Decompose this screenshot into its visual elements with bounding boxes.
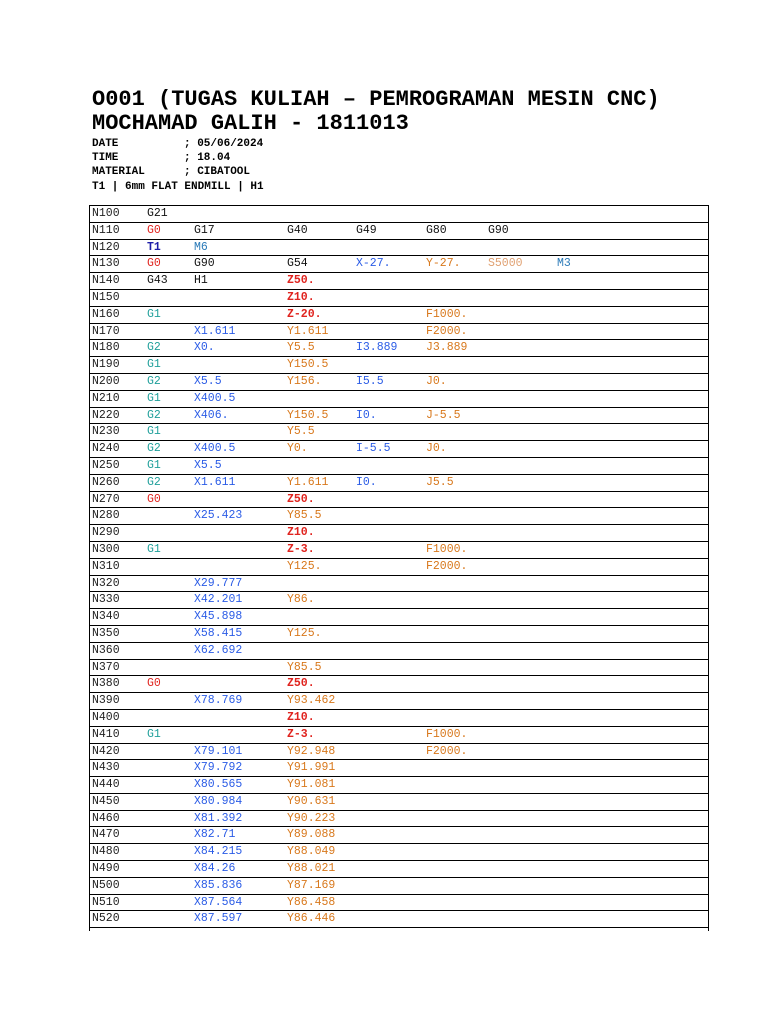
line-number: N510: [92, 895, 120, 909]
gcode-row: [90, 844, 708, 861]
line-number: N210: [92, 391, 120, 405]
gcode-word: G1: [147, 458, 161, 472]
gcode-word: X-27.: [356, 257, 391, 271]
line-number: N400: [92, 710, 120, 724]
gcode-word: G2: [147, 408, 161, 422]
gcode-word: Z10.: [287, 526, 315, 540]
gcode-word: Y88.049: [287, 845, 336, 859]
gcode-row: [90, 592, 708, 609]
line-number: N110: [92, 223, 120, 237]
gcode-word: Z-3.: [287, 542, 315, 556]
gcode-word: G0: [147, 257, 161, 271]
line-number: N410: [92, 727, 120, 741]
gcode-word: S5000: [488, 257, 523, 271]
gcode-row: [90, 525, 708, 542]
gcode-word: X84.26: [194, 862, 236, 876]
gcode-word: Y5.5: [287, 425, 315, 439]
gcode-word: Y90.223: [287, 811, 336, 825]
line-number: N450: [92, 794, 120, 808]
gcode-word: J3.889: [426, 341, 468, 355]
gcode-word: Y125.: [287, 559, 322, 573]
gcode-word: F1000.: [426, 542, 468, 556]
gcode-row: [90, 693, 708, 710]
gcode-word: G2: [147, 442, 161, 456]
gcode-row: [90, 324, 708, 341]
gcode-row: [90, 307, 708, 324]
gcode-row: [90, 895, 708, 912]
gcode-word: Y85.5: [287, 660, 322, 674]
gcode-word: Y92.948: [287, 744, 336, 758]
gcode-word: G90: [488, 223, 509, 237]
gcode-row: [90, 340, 708, 357]
gcode-row: [90, 441, 708, 458]
line-number: N330: [92, 593, 120, 607]
line-number: N340: [92, 610, 120, 624]
gcode-word: X80.565: [194, 778, 243, 792]
gcode-word: X5.5: [194, 374, 222, 388]
gcode-word: G2: [147, 475, 161, 489]
line-number: N370: [92, 660, 120, 674]
gcode-word: H1: [194, 274, 208, 288]
gcode-word: Z-3.: [287, 727, 315, 741]
line-number: N280: [92, 509, 120, 523]
gcode-word: G43: [147, 274, 168, 288]
meta-key: DATE: [92, 138, 119, 150]
gcode-word: X79.792: [194, 761, 243, 775]
gcode-word: G1: [147, 391, 161, 405]
line-number: N440: [92, 778, 120, 792]
gcode-word: I-5.5: [356, 442, 391, 456]
line-number: N380: [92, 677, 120, 691]
gcode-word: G90: [194, 257, 215, 271]
line-number: N320: [92, 576, 120, 590]
gcode-row: [90, 475, 708, 492]
meta-time: [92, 151, 264, 165]
gcode-word: X45.898: [194, 610, 243, 624]
gcode-word: F2000.: [426, 744, 468, 758]
gcode-word: G49: [356, 223, 377, 237]
gcode-row: [90, 357, 708, 374]
gcode-row: [90, 643, 708, 660]
gcode-word: X406.: [194, 408, 229, 422]
gcode-word: G54: [287, 257, 308, 271]
meta-key: TIME: [92, 152, 119, 165]
gcode-word: Y156.: [287, 374, 322, 388]
gcode-row: [90, 626, 708, 643]
gcode-word: X1.611: [194, 324, 236, 338]
line-number: N190: [92, 358, 120, 372]
gcode-word: G0: [147, 223, 161, 237]
gcode-word: F2000.: [426, 324, 468, 338]
gcode-word: Y150.5: [287, 408, 329, 422]
gcode-row: [90, 609, 708, 626]
line-number: N160: [92, 307, 120, 321]
line-number: N120: [92, 240, 120, 254]
gcode-word: I0.: [356, 475, 377, 489]
gcode-row: [90, 794, 708, 811]
gcode-word: J5.5: [426, 475, 454, 489]
gcode-word: X87.564: [194, 895, 243, 909]
line-number: N230: [92, 425, 120, 439]
gcode-word: F1000.: [426, 727, 468, 741]
line-number: N420: [92, 744, 120, 758]
gcode-word: G40: [287, 223, 308, 237]
line-number: N500: [92, 878, 120, 892]
line-number: N480: [92, 845, 120, 859]
gcode-word: Y91.991: [287, 761, 336, 775]
gcode-row: [90, 777, 708, 794]
gcode-word: X84.215: [194, 845, 243, 859]
gcode-word: X80.984: [194, 794, 243, 808]
program-meta: [92, 137, 264, 194]
line-number: N130: [92, 257, 120, 271]
gcode-word: X42.201: [194, 593, 243, 607]
gcode-row: [90, 240, 708, 257]
line-number: N300: [92, 542, 120, 556]
gcode-word: J0.: [426, 374, 447, 388]
gcode-word: Y1.611: [287, 324, 329, 338]
line-number: N390: [92, 694, 120, 708]
line-number: N350: [92, 626, 120, 640]
gcode-word: T1: [147, 240, 161, 254]
gcode-word: Y87.169: [287, 878, 336, 892]
gcode-word: Z-20.: [287, 307, 322, 321]
gcode-row: [90, 273, 708, 290]
line-number: N430: [92, 761, 120, 775]
gcode-word: X82.71: [194, 828, 236, 842]
gcode-row: [90, 861, 708, 878]
gcode-word: X5.5: [194, 458, 222, 472]
gcode-row: [90, 911, 708, 928]
program-title: O001 (TUGAS KULIAH – PEMROGRAMAN MESIN CNC): [92, 87, 660, 112]
gcode-word: Z50.: [287, 274, 315, 288]
gcode-word: Y-27.: [426, 257, 461, 271]
gcode-row: [90, 727, 708, 744]
line-number: N520: [92, 912, 120, 926]
gcode-word: Y93.462: [287, 694, 336, 708]
gcode-word: X78.769: [194, 694, 243, 708]
gcode-word: Y86.458: [287, 895, 336, 909]
gcode-word: X1.611: [194, 475, 236, 489]
line-number: N150: [92, 290, 120, 304]
meta-value: ; 05/06/2024: [184, 138, 264, 150]
gcode-word: Y125.: [287, 626, 322, 640]
gcode-word: G80: [426, 223, 447, 237]
gcode-row: [90, 542, 708, 559]
gcode-word: Z50.: [287, 492, 315, 506]
line-number: N260: [92, 475, 120, 489]
gcode-word: F1000.: [426, 307, 468, 321]
gcode-word: Y90.631: [287, 794, 336, 808]
gcode-word: M3: [557, 257, 571, 271]
gcode-row: [90, 660, 708, 677]
gcode-word: I3.889: [356, 341, 398, 355]
line-number: N360: [92, 643, 120, 657]
gcode-row: [90, 424, 708, 441]
gcode-word: I5.5: [356, 374, 384, 388]
gcode-word: Y5.5: [287, 341, 315, 355]
gcode-word: X400.5: [194, 442, 236, 456]
meta-value: ; CIBATOOL: [184, 166, 251, 179]
gcode-row: [90, 811, 708, 828]
gcode-word: G1: [147, 727, 161, 741]
gcode-row: [90, 760, 708, 777]
gcode-word: J-5.5: [426, 408, 461, 422]
line-number: N460: [92, 811, 120, 825]
meta-date: [92, 137, 264, 151]
line-number: N170: [92, 324, 120, 338]
gcode-word: G2: [147, 341, 161, 355]
line-number: N100: [92, 207, 120, 220]
tool-line: T1 | 6mm FLAT ENDMILL | H1: [92, 180, 264, 193]
gcode-word: X85.836: [194, 878, 243, 892]
gcode-row: [90, 508, 708, 525]
meta-key: MATERIAL: [92, 166, 145, 179]
line-number: N140: [92, 274, 120, 288]
gcode-word: G1: [147, 307, 161, 321]
line-number: N180: [92, 341, 120, 355]
line-number: N310: [92, 559, 120, 573]
gcode-word: Z50.: [287, 677, 315, 691]
gcode-word: G1: [147, 542, 161, 556]
gcode-row: [90, 223, 708, 240]
line-number: N220: [92, 408, 120, 422]
gcode-row: [90, 458, 708, 475]
line-number: N200: [92, 374, 120, 388]
gcode-word: X81.392: [194, 811, 243, 825]
gcode-word: G17: [194, 223, 215, 237]
gcode-row: [90, 710, 708, 727]
author-line: MOCHAMAD GALIH - 1811013: [92, 111, 409, 136]
gcode-word: X400.5: [194, 391, 236, 405]
gcode-word: G2: [147, 374, 161, 388]
line-number: N290: [92, 526, 120, 540]
line-number: N470: [92, 828, 120, 842]
gcode-row: [90, 206, 708, 223]
gcode-word: X0.: [194, 341, 215, 355]
gcode-row: [90, 559, 708, 576]
gcode-word: G1: [147, 425, 161, 439]
gcode-word: Y150.5: [287, 358, 329, 372]
gcode-table: [89, 205, 709, 931]
gcode-word: Y91.081: [287, 778, 336, 792]
line-number: N490: [92, 862, 120, 876]
gcode-word: Y89.088: [287, 828, 336, 842]
gcode-word: X25.423: [194, 509, 243, 523]
gcode-word: Y0.: [287, 442, 308, 456]
gcode-row: [90, 256, 708, 273]
gcode-row: [90, 391, 708, 408]
gcode-word: M6: [194, 240, 208, 254]
gcode-row: [90, 408, 708, 425]
gcode-word: G1: [147, 358, 161, 372]
gcode-word: Z10.: [287, 710, 315, 724]
gcode-word: X79.101: [194, 744, 243, 758]
meta-value: ; 18.04: [184, 152, 231, 165]
gcode-word: X87.597: [194, 912, 243, 926]
gcode-row: [90, 878, 708, 895]
gcode-word: I0.: [356, 408, 377, 422]
gcode-word: F2000.: [426, 559, 468, 573]
gcode-row: [90, 290, 708, 307]
gcode-word: Y85.5: [287, 509, 322, 523]
gcode-word: Z10.: [287, 290, 315, 304]
line-number: N240: [92, 442, 120, 456]
gcode-word: Y86.: [287, 593, 315, 607]
gcode-word: G0: [147, 677, 161, 691]
line-number: N250: [92, 458, 120, 472]
gcode-row: [90, 576, 708, 593]
gcode-word: Y1.611: [287, 475, 329, 489]
gcode-word: X62.692: [194, 643, 243, 657]
gcode-word: J0.: [426, 442, 447, 456]
gcode-word: X58.415: [194, 626, 243, 640]
gcode-word: G0: [147, 492, 161, 506]
gcode-row: [90, 744, 708, 761]
gcode-row: [90, 827, 708, 844]
gcode-row: [90, 492, 708, 509]
gcode-word: X29.777: [194, 576, 243, 590]
line-number: N270: [92, 492, 120, 506]
gcode-row: [90, 374, 708, 391]
gcode-word: Y88.021: [287, 862, 336, 876]
meta-material: [92, 165, 264, 179]
gcode-word: G21: [147, 207, 168, 220]
gcode-row: [90, 676, 708, 693]
gcode-word: Y86.446: [287, 912, 336, 926]
